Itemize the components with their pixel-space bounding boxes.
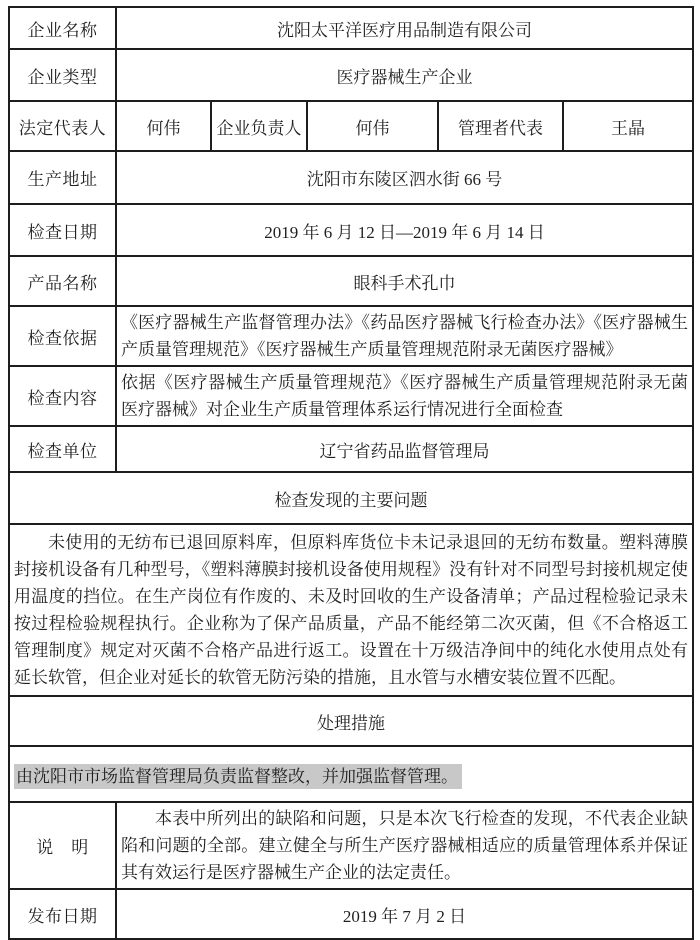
row-company-name (9, 7, 693, 49)
row-inspection-content (9, 366, 693, 426)
inspection-date-value: 2019 年 6 月 12 日—2019 年 6 月 14 日 (116, 204, 693, 256)
row-problems-header (9, 472, 693, 524)
row-address (9, 151, 693, 204)
inspection-content-value (116, 366, 693, 426)
company-head-value: 何伟 (307, 101, 438, 151)
note-body (116, 802, 693, 889)
problems-header: 检查发现的主要问题 (9, 472, 693, 524)
product-name-value: 眼科手术孔巾 (116, 256, 693, 306)
inspection-report-document (8, 6, 694, 940)
row-inspection-unit (9, 426, 693, 472)
row-problems-body (9, 524, 693, 696)
publish-date-label: 发布日期 (9, 889, 116, 939)
inspection-unit-value: 辽宁省药品监督管理局 (116, 426, 693, 472)
measures-body (9, 746, 693, 802)
inspection-content-label: 检查内容 (9, 366, 116, 426)
company-type-value: 医疗器械生产企业 (116, 49, 693, 101)
problems-text: 未使用的无纺布已退回原料库，但原料库货位卡未记录退回的无纺布数量。塑料薄膜封接机设备有几种型号，《塑料薄膜封接机设备使用规程》没有针对不同型号封接机规定使用温度的挡位。在生产岗位有作废的、未及时回收的生产设备清单；产品过程检验记录未按过程检验规程执行。企业称为了保产品质量，产品不能经第二次灭菌，但《不合格返工管理制度》规定对灭菌不合格产品进行返工。设置在十万级洁净间中的纯化水使用点处有延长软管，但企业对延长的软管无防污染的措施，且水管与水槽安装位置不匹配。 (14, 533, 688, 687)
inspection-basis-label: 检查依据 (9, 306, 116, 366)
measures-highlighted-text: 由沈阳市市场监督管理局负责监督整改，并加强监督管理。 (14, 764, 462, 789)
address-value: 沈阳市东陵区泗水街 66 号 (116, 151, 693, 204)
company-head-label: 企业负责人 (211, 101, 307, 151)
inspection-report-table (8, 6, 694, 940)
inspection-unit-label: 检查单位 (9, 426, 116, 472)
inspection-basis-value (116, 306, 693, 366)
note-label: 说 明 (9, 802, 116, 889)
company-type-label: 企业类型 (9, 49, 116, 101)
company-name-label: 企业名称 (9, 7, 116, 49)
mgmt-rep-value: 王晶 (563, 101, 693, 151)
row-product-name (9, 256, 693, 306)
row-measures-header (9, 696, 693, 746)
legal-rep-value: 何伟 (116, 101, 211, 151)
problems-body (9, 524, 693, 696)
inspection-date-label: 检查日期 (9, 204, 116, 256)
product-name-label: 产品名称 (9, 256, 116, 306)
mgmt-rep-label: 管理者代表 (438, 101, 563, 151)
publish-date-value: 2019 年 7 月 2 日 (116, 889, 693, 939)
legal-rep-label: 法定代表人 (9, 101, 116, 151)
row-measures-body (9, 746, 693, 802)
row-publish-date (9, 889, 693, 939)
company-name-value: 沈阳太平洋医疗用品制造有限公司 (116, 7, 693, 49)
row-company-type (9, 49, 693, 101)
inspection-basis-text: 《医疗器械生产监督管理办法》《药品医疗器械飞行检查办法》《医疗器械生产质量管理规范》《医疗器械生产质量管理规范附录无菌医疗器械》 (121, 313, 688, 359)
address-label: 生产地址 (9, 151, 116, 204)
row-inspection-basis (9, 306, 693, 366)
row-representatives (9, 101, 693, 151)
measures-header: 处理措施 (9, 696, 693, 746)
inspection-content-text: 依据《医疗器械生产质量管理规范》《医疗器械生产质量管理规范附录无菌医疗器械》对企业生产质量管理体系运行情况进行全面检查 (121, 373, 688, 419)
row-note (9, 802, 693, 889)
note-text: 本表中所列出的缺陷和问题，只是本次飞行检查的发现，不代表企业缺陷和问题的全部。建立健全与所生产医疗器械相适应的质量管理体系并保证其有效运行是医疗器械生产企业的法定责任。 (121, 809, 688, 882)
row-inspection-date (9, 204, 693, 256)
